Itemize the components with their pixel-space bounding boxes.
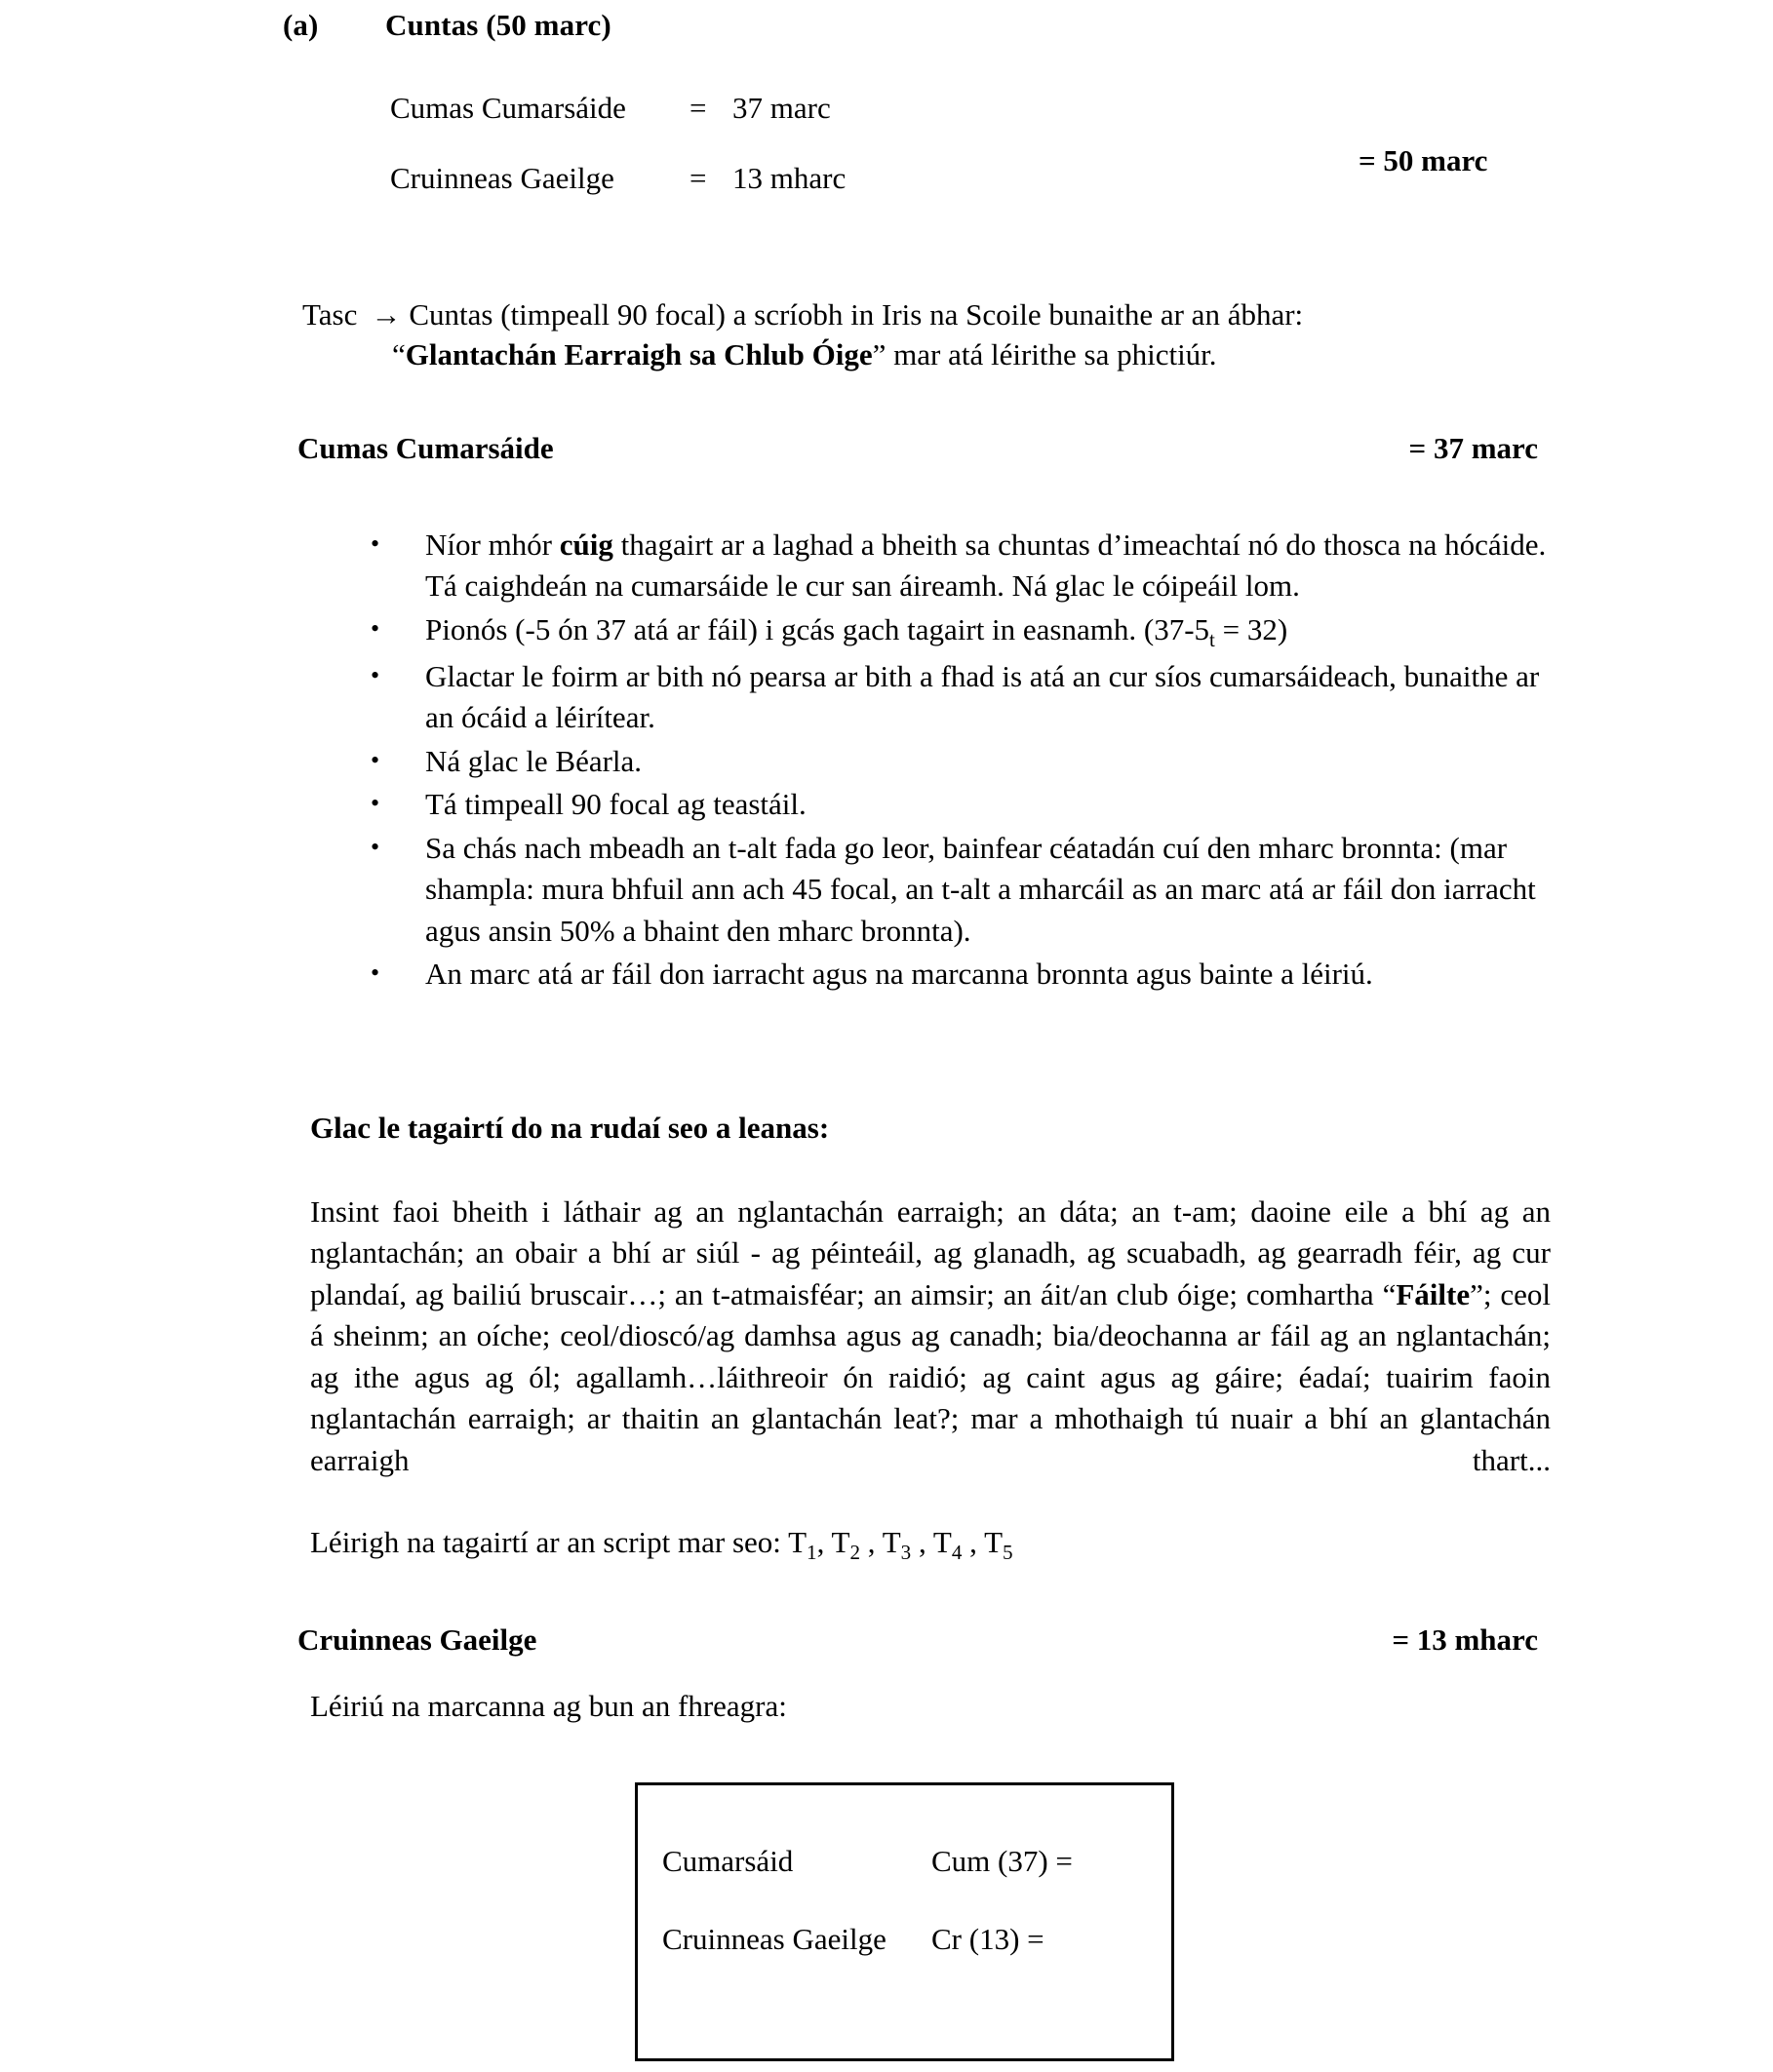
cruinneas-note: Léiriú na marcanna ag bun an fhreagra:	[310, 1689, 787, 1723]
bullet-1-part-bold: cúig	[559, 528, 613, 562]
question-title: Cuntas (50 marc)	[385, 8, 611, 42]
box-row-label: Cruinneas Gaeilge	[662, 1922, 886, 1956]
marks-breakdown	[390, 93, 846, 233]
marking-scheme-box	[635, 1782, 1174, 2061]
tags-line: Léirigh na tagairtí ar an script mar seo: $T_1$, $T_2$ , $T_3$ , $T_4$ , $T_5$	[310, 1525, 1013, 1565]
list-item	[363, 525, 1562, 607]
bullet-icon: •	[371, 745, 380, 774]
list-item-text: Ná glac le Béarla.	[425, 743, 643, 778]
list-item-text	[425, 528, 1546, 603]
cumas-bullet-list	[363, 525, 1562, 997]
section-heading-cruinneas-label: Cruinneas Gaeilge	[297, 1622, 537, 1657]
table-row	[662, 1846, 1171, 1876]
box-row-label: Cumarsáid	[662, 1844, 794, 1878]
box-row-value: Cr (13) =	[931, 1922, 1044, 1956]
references-paragraph-post: ”; ceol á sheinm; an oíche; ceol/dioscó/ag damhsa agus ag canadh; bia/deochanna ar fáil ag an nglantachán; ag ithe agus ag ól; agallamh…láithreoir ón raidió; ag caint agus ag gáire; éadaí; tuairim faoin nglantachán earraigh; ar thaitin an glantachán leat?; mar a mhothaigh tú nuair a bhí an glantachán earraigh thart...	[310, 1276, 1551, 1477]
question-label: (a)	[283, 8, 319, 42]
task-description: Cuntas (timpeall 90 focal) a scríobh in Iris na Scoile bunaithe ar an ábhar:	[409, 297, 1304, 332]
task-line-1	[302, 295, 1560, 335]
task-block	[302, 295, 1560, 375]
list-item-text: Tá timpeall 90 focal ag teastáil.	[425, 787, 807, 822]
marks-row	[390, 93, 846, 123]
task-tail: mar atá léirithe sa phictiúr.	[886, 336, 1217, 371]
tag-subscript-1: 1	[807, 1541, 817, 1565]
marking-scheme-box-content	[638, 1785, 1171, 1954]
bullet-icon: •	[371, 529, 380, 558]
section-heading-cruinneas	[297, 1622, 1538, 1658]
list-item	[363, 784, 1562, 825]
section-heading-cumas-marks: = 37 marc	[1408, 431, 1538, 465]
references-heading: Glac le tagairtí do na rudaí seo a leanas:	[310, 1111, 830, 1145]
bullet-1-part-a: Níor mhór	[425, 528, 560, 562]
references-paragraph-pre: Insint faoi bheith i láthair ag an nglantachán earraigh; an dáta; an t-am; daoine eile a bhí ag an nglantachán; an obair a bhí ar siúl - ag péinteáil, ag glanadh, ag scuabadh, ag gearradh féir, ag cur plandaí, ag bailiú bruscair…; an t-atmaisféar; an aimsir; an áit/an club óige; comhartha “	[310, 1194, 1551, 1311]
references-paragraph-bold: Fáilte	[1396, 1276, 1471, 1311]
tag-subscript-2: 2	[849, 1541, 861, 1565]
tag-subscript-3: 3	[900, 1541, 912, 1565]
marks-row-equals: =	[690, 91, 707, 125]
list-item	[363, 741, 1562, 782]
list-item	[363, 954, 1562, 995]
list-item	[363, 609, 1562, 654]
table-row	[662, 1924, 1171, 1954]
total-marks: = 50 marc	[1359, 143, 1488, 177]
list-item-text: An marc atá ar fáil don iarracht agus na marcanna bronnta agus bainte a léiriú.	[425, 957, 1373, 992]
marks-row-equals: =	[690, 161, 707, 195]
task-label: Tasc	[302, 297, 358, 332]
section-heading-cumas	[297, 431, 1538, 466]
list-item	[363, 656, 1562, 739]
box-row-value: Cum (37) =	[931, 1844, 1073, 1878]
bullet-icon: •	[371, 661, 380, 689]
marks-row-value: 37 marc	[732, 91, 831, 125]
task-quote-open: “	[392, 336, 406, 371]
list-item-text: Pionós (-5 ón 37 atá ar fáil) i gcás gach tagairt in easnamh. $(37-5_t = 32)$	[425, 611, 1288, 652]
task-title-bold: Glantachán Earraigh sa Chlub Óige	[405, 336, 873, 371]
section-heading-cruinneas-marks: = 13 mharc	[1392, 1622, 1538, 1657]
task-quote-close: ”	[872, 336, 886, 371]
subscript-t: t	[1209, 628, 1215, 652]
tag-subscript-4: 4	[951, 1541, 963, 1565]
bullet-icon: •	[371, 789, 380, 818]
right-arrow-icon: →	[371, 297, 402, 332]
list-item-text: Glactar le foirm ar bith nó pearsa ar bith a fhad is atá an cur síos cumarsáideach, bunaithe ar an ócáid a léirítear.	[425, 659, 1540, 735]
bullet-icon: •	[371, 613, 380, 643]
references-paragraph	[310, 1192, 1551, 1523]
question-heading	[283, 8, 611, 43]
task-line-2	[302, 335, 1560, 375]
marks-row-value: 13 mharc	[732, 161, 847, 195]
marks-row-name: Cumas Cumarsáide	[390, 91, 626, 125]
list-item	[363, 828, 1562, 952]
section-heading-cumas-label: Cumas Cumarsáide	[297, 431, 554, 465]
marks-row-name: Cruinneas Gaeilge	[390, 161, 614, 195]
list-item-text: Sa chás nach mbeadh an t-alt fada go leor, bainfear céatadán cuí den mharc bronnta: (mar shampla: mura bhfuil ann ach 45 focal, an t-alt a mharcáil as an marc atá ar fáil don iarracht agus ansin 50% a bhaint den mharc bronnta).	[425, 830, 1536, 948]
tags-line-prefix: Léirigh na tagairtí ar an script mar seo:	[310, 1525, 789, 1559]
bullet-1-part-c: thagairt ar a laghad a bheith sa chuntas d’imeachtaí nó do thosca na hócáide. Tá caighdeán na cumarsáide le cur san áireamh. Ná glac le cóipeáil lom.	[425, 528, 1547, 604]
bullet-icon: •	[371, 958, 380, 988]
marks-row	[390, 163, 846, 193]
bullet-icon: •	[371, 832, 380, 861]
tag-subscript-5: 5	[1003, 1541, 1013, 1565]
